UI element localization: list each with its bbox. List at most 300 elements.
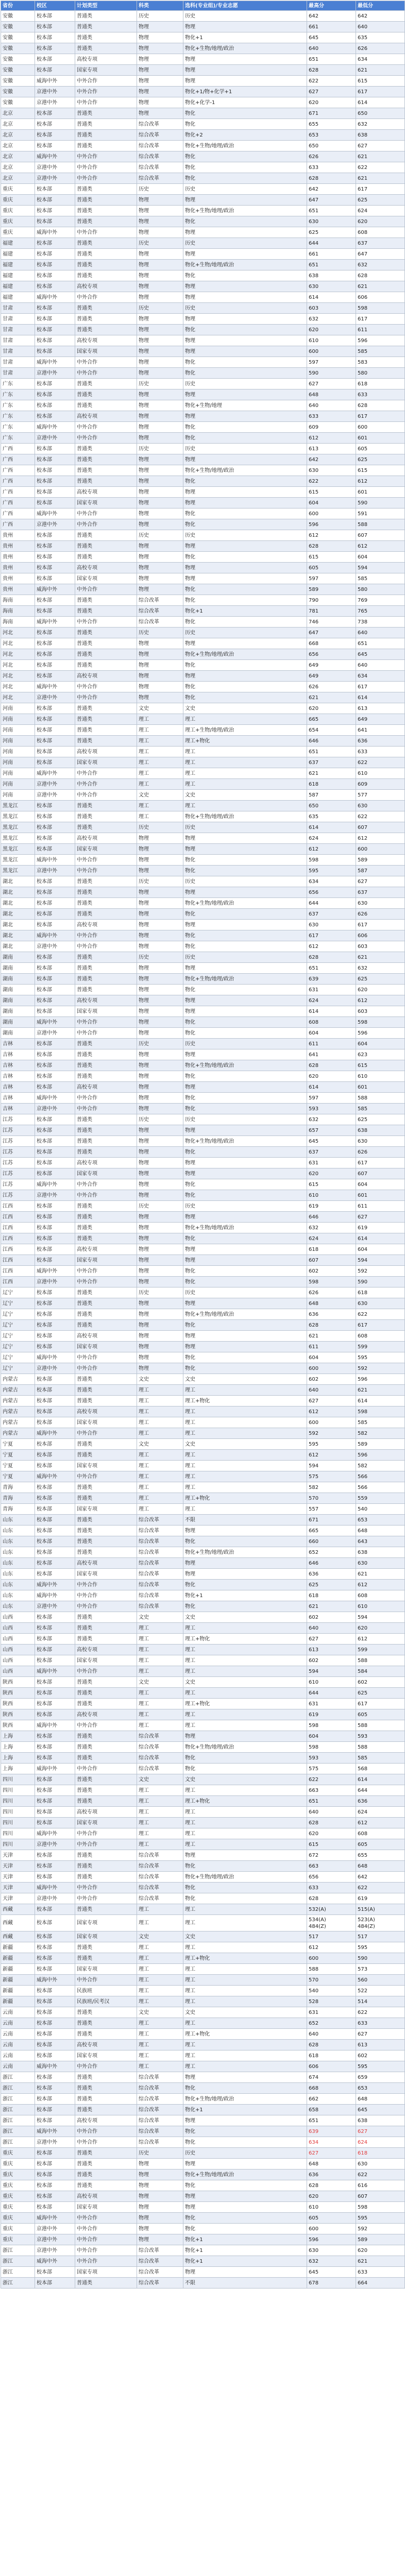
cell-min-score: 633 <box>356 389 405 400</box>
cell-max-score: 651 <box>307 747 356 757</box>
cell-province: 安徽 <box>1 22 35 32</box>
table-row <box>1 833 405 844</box>
cell-max-score: 631 <box>307 1699 356 1709</box>
cell-min-score: 636 <box>356 1796 405 1807</box>
table-row <box>1 130 405 141</box>
cell-province: 宁夏 <box>1 1471 35 1482</box>
header-min-score: 最低分 <box>356 1 405 11</box>
cell-min-score: 603 <box>356 941 405 952</box>
cell-province: 重庆 <box>1 206 35 216</box>
table-body <box>1 11 405 2289</box>
cell-plan-type: 普通类 <box>75 389 137 400</box>
cell-subject: 物理 <box>137 206 183 216</box>
cell-plan-type: 中外合作 <box>75 1428 137 1439</box>
cell-province: 山西 <box>1 1666 35 1677</box>
cell-plan-type: 普通类 <box>75 1688 137 1699</box>
cell-selection: 物理 <box>183 2072 307 2083</box>
cell-province: 江苏 <box>1 1179 35 1190</box>
cell-max-score: 678 <box>307 2278 356 2289</box>
cell-plan-type: 普通类 <box>75 325 137 335</box>
cell-plan-type: 普通类 <box>75 141 137 151</box>
cell-subject: 物理 <box>137 87 183 97</box>
cell-province: 陕西 <box>1 1720 35 1731</box>
cell-plan-type: 中外合作 <box>75 433 137 444</box>
cell-province: 福建 <box>1 260 35 270</box>
cell-subject: 理工 <box>137 1720 183 1731</box>
cell-campus: 校本部 <box>35 1417 75 1428</box>
cell-subject: 物理 <box>137 1028 183 1039</box>
cell-min-score: 617 <box>356 184 405 195</box>
cell-selection: 理工 <box>183 1504 307 1515</box>
cell-selection: 历史 <box>183 1114 307 1125</box>
cell-province: 河南 <box>1 714 35 725</box>
cell-selection: 物化 <box>183 476 307 487</box>
cell-selection: 物理 <box>183 335 307 346</box>
table-row <box>1 1114 405 1125</box>
table-row <box>1 1996 405 2007</box>
cell-min-score: 595 <box>356 2213 405 2224</box>
cell-campus: 校本部 <box>35 887 75 898</box>
cell-campus: 京港中外 <box>35 1601 75 1612</box>
cell-selection: 物化 <box>183 1071 307 1082</box>
cell-plan-type: 中外合作 <box>75 368 137 379</box>
cell-max-score: 651 <box>307 54 356 65</box>
cell-campus: 校本部 <box>35 1450 75 1461</box>
cell-plan-type: 普通类 <box>75 1953 137 1964</box>
cell-province: 内蒙古 <box>1 1396 35 1406</box>
table-row <box>1 54 405 65</box>
cell-selection: 物理 <box>183 541 307 552</box>
cell-province: 湖南 <box>1 995 35 1006</box>
cell-plan-type: 普通类 <box>75 2007 137 2018</box>
cell-province: 广西 <box>1 465 35 476</box>
cell-max-score: 636 <box>307 1309 356 1320</box>
cell-province: 湖北 <box>1 898 35 909</box>
cell-province: 内蒙古 <box>1 1428 35 1439</box>
cell-selection: 物理 <box>183 1331 307 1342</box>
cell-plan-type: 普通类 <box>75 22 137 32</box>
cell-subject: 物理 <box>137 519 183 530</box>
cell-max-score: 575 <box>307 1471 356 1482</box>
cell-max-score: 630 <box>307 2245 356 2256</box>
cell-min-score: 592 <box>356 1363 405 1374</box>
cell-campus: 校本部 <box>35 43 75 54</box>
cell-subject: 综合改革 <box>137 595 183 606</box>
table-row <box>1 1385 405 1396</box>
cell-max-score: 633 <box>307 162 356 173</box>
cell-subject: 物理 <box>137 1168 183 1179</box>
table-row <box>1 2245 405 2256</box>
cell-campus: 威海中外 <box>35 1975 75 1986</box>
cell-plan-type: 普通类 <box>75 963 137 974</box>
cell-plan-type: 普通类 <box>75 303 137 314</box>
cell-campus: 校本部 <box>35 400 75 411</box>
cell-province: 福建 <box>1 270 35 281</box>
cell-selection: 物理 <box>183 1168 307 1179</box>
cell-plan-type: 中外合作 <box>75 855 137 866</box>
cell-plan-type: 普通类 <box>75 1526 137 1536</box>
table-row <box>1 1428 405 1439</box>
cell-plan-type: 普通类 <box>75 660 137 671</box>
table-row <box>1 909 405 920</box>
cell-plan-type: 普通类 <box>75 1623 137 1634</box>
cell-plan-type: 中外合作 <box>75 422 137 433</box>
cell-min-score: 577 <box>356 790 405 801</box>
cell-selection: 历史 <box>183 238 307 249</box>
cell-max-score: 610 <box>307 1190 356 1201</box>
cell-min-score: 769 <box>356 595 405 606</box>
cell-province: 湖南 <box>1 1017 35 1028</box>
cell-max-score: 582 <box>307 1482 356 1493</box>
cell-max-score: 610 <box>307 1677 356 1688</box>
cell-max-score: 615 <box>307 487 356 498</box>
cell-plan-type: 中外合作 <box>75 584 137 595</box>
cell-plan-type: 普通类 <box>75 801 137 811</box>
cell-campus: 京港中外 <box>35 97 75 108</box>
cell-province: 浙江 <box>1 2126 35 2137</box>
cell-plan-type: 普通类 <box>75 206 137 216</box>
cell-plan-type: 中外合作 <box>75 227 137 238</box>
cell-province: 云南 <box>1 2061 35 2072</box>
cell-plan-type: 中外合作 <box>75 509 137 519</box>
cell-selection: 理工 <box>183 1406 307 1417</box>
cell-selection: 物化 <box>183 2083 307 2094</box>
cell-selection: 理工 <box>183 1828 307 1839</box>
cell-min-score: 765 <box>356 606 405 617</box>
table-row <box>1 1623 405 1634</box>
cell-max-score: 660 <box>307 1536 356 1547</box>
cell-selection: 物化+生物/地理/政治 <box>183 974 307 985</box>
cell-max-score: 604 <box>307 1028 356 1039</box>
cell-max-score: 621 <box>307 1331 356 1342</box>
cell-subject: 理工 <box>137 2018 183 2029</box>
cell-subject: 物理 <box>137 660 183 671</box>
cell-province: 甘肃 <box>1 314 35 325</box>
cell-max-score: 665 <box>307 1526 356 1536</box>
cell-campus: 校本部 <box>35 1233 75 1244</box>
cell-province: 贵州 <box>1 563 35 573</box>
cell-selection: 物理 <box>183 833 307 844</box>
table-row <box>1 1493 405 1504</box>
cell-selection: 物化 <box>183 866 307 876</box>
table-row <box>1 1201 405 1212</box>
cell-plan-type: 高校专项 <box>75 487 137 498</box>
cell-min-score: 616 <box>356 2180 405 2191</box>
cell-max-score: 622 <box>307 476 356 487</box>
cell-province: 浙江 <box>1 2267 35 2278</box>
cell-campus: 威海中外 <box>35 292 75 303</box>
cell-max-score: 620 <box>307 97 356 108</box>
cell-campus: 校本部 <box>35 444 75 454</box>
cell-max-score: 627 <box>307 2148 356 2159</box>
cell-subject: 物理 <box>137 1255 183 1266</box>
cell-selection: 物理 <box>183 1342 307 1352</box>
cell-province: 北京 <box>1 173 35 184</box>
table-row <box>1 1942 405 1953</box>
cell-subject: 物理 <box>137 2159 183 2170</box>
cell-min-score: 627 <box>356 2029 405 2040</box>
cell-min-score: 568 <box>356 1764 405 1774</box>
cell-plan-type: 普通类 <box>75 454 137 465</box>
cell-province: 江苏 <box>1 1114 35 1125</box>
cell-plan-type: 中外合作 <box>75 1839 137 1850</box>
cell-min-score: 650 <box>356 108 405 119</box>
cell-selection: 物化+1 <box>183 2105 307 2115</box>
cell-plan-type: 普通类 <box>75 1677 137 1688</box>
cell-campus: 校本部 <box>35 1964 75 1975</box>
table-row <box>1 703 405 714</box>
cell-campus: 校本部 <box>35 1942 75 1953</box>
cell-max-score: 654 <box>307 725 356 736</box>
cell-max-score: 781 <box>307 606 356 617</box>
cell-max-score: 600 <box>307 509 356 519</box>
cell-province: 重庆 <box>1 2202 35 2213</box>
cell-max-score: 663 <box>307 1861 356 1872</box>
cell-plan-type: 国家专项 <box>75 65 137 76</box>
cell-selection: 物化+生物/地理/政治 <box>183 898 307 909</box>
cell-subject: 历史 <box>137 822 183 833</box>
cell-subject: 物理 <box>137 2191 183 2202</box>
cell-subject: 历史 <box>137 1039 183 1049</box>
cell-campus: 校本部 <box>35 952 75 963</box>
table-row <box>1 1363 405 1374</box>
cell-campus: 威海中外 <box>35 422 75 433</box>
cell-plan-type: 中外合作 <box>75 1764 137 1774</box>
cell-campus: 校本部 <box>35 1655 75 1666</box>
cell-max-score: 672 <box>307 1850 356 1861</box>
cell-max-score: 618 <box>307 1590 356 1601</box>
table-row <box>1 2083 405 2094</box>
cell-selection: 物化+1 <box>183 606 307 617</box>
table-row <box>1 1082 405 1093</box>
cell-selection: 物理 <box>183 920 307 930</box>
cell-plan-type: 中外合作 <box>75 519 137 530</box>
cell-province: 山西 <box>1 1655 35 1666</box>
cell-subject: 文史 <box>137 790 183 801</box>
cell-province: 四川 <box>1 1818 35 1828</box>
cell-campus: 威海中外 <box>35 1828 75 1839</box>
cell-province: 湖北 <box>1 876 35 887</box>
cell-campus: 威海中外 <box>35 1883 75 1893</box>
cell-subject: 物理 <box>137 1363 183 1374</box>
cell-province: 湖北 <box>1 941 35 952</box>
cell-max-score: 663 <box>307 1785 356 1796</box>
cell-max-score: 622 <box>307 1774 356 1785</box>
cell-subject: 物理 <box>137 335 183 346</box>
cell-campus: 校本部 <box>35 346 75 357</box>
cell-plan-type: 国家专项 <box>75 1168 137 1179</box>
cell-selection: 不限 <box>183 1515 307 1526</box>
cell-max-score: 598 <box>307 855 356 866</box>
cell-min-score: 607 <box>356 530 405 541</box>
cell-min-score: 559 <box>356 1493 405 1504</box>
cell-plan-type: 普通类 <box>75 1212 137 1223</box>
cell-max-score: 615 <box>307 1179 356 1190</box>
cell-selection: 历史 <box>183 628 307 638</box>
table-row <box>1 1904 405 1915</box>
header-selection: 选科(专业组)/专业志愿 <box>183 1 307 11</box>
cell-campus: 校本部 <box>35 1374 75 1385</box>
cell-province: 贵州 <box>1 552 35 563</box>
cell-subject: 文史 <box>137 1677 183 1688</box>
cell-selection: 历史 <box>183 1287 307 1298</box>
cell-campus: 校本部 <box>35 1255 75 1266</box>
cell-province: 西藏 <box>1 1915 35 1931</box>
cell-min-score: 628 <box>356 400 405 411</box>
cell-plan-type: 普通类 <box>75 974 137 985</box>
cell-campus: 校本部 <box>35 1082 75 1093</box>
cell-min-score: 580 <box>356 368 405 379</box>
cell-campus: 威海中外 <box>35 1428 75 1439</box>
cell-plan-type: 普通类 <box>75 2094 137 2105</box>
cell-min-score: 617 <box>356 1158 405 1168</box>
cell-min-score: 640 <box>356 22 405 32</box>
cell-province: 重庆 <box>1 2180 35 2191</box>
cell-max-score: 649 <box>307 671 356 682</box>
cell-campus: 校本部 <box>35 671 75 682</box>
cell-province: 吉林 <box>1 1093 35 1104</box>
cell-max-score: 626 <box>307 1287 356 1298</box>
cell-selection: 历史 <box>183 379 307 389</box>
table-row <box>1 498 405 509</box>
cell-province: 四川 <box>1 1785 35 1796</box>
cell-campus: 校本部 <box>35 2072 75 2083</box>
cell-province: 西藏 <box>1 1931 35 1942</box>
cell-province: 河北 <box>1 692 35 703</box>
cell-min-score: 622 <box>356 757 405 768</box>
cell-subject: 物理 <box>137 76 183 87</box>
cell-selection: 物化 <box>183 1352 307 1363</box>
cell-plan-type: 中外合作 <box>75 2137 137 2148</box>
cell-selection: 物化 <box>183 2224 307 2234</box>
table-row <box>1 638 405 649</box>
cell-subject: 物理 <box>137 1179 183 1190</box>
cell-selection: 物理 <box>183 411 307 422</box>
cell-selection: 物化+1 <box>183 2256 307 2267</box>
cell-province: 浙江 <box>1 2094 35 2105</box>
cell-min-score: 585 <box>356 1417 405 1428</box>
cell-min-score: 636 <box>356 736 405 747</box>
table-row <box>1 2126 405 2137</box>
cell-subject: 物理 <box>137 1212 183 1223</box>
cell-plan-type: 普通类 <box>75 270 137 281</box>
cell-province: 江西 <box>1 1266 35 1277</box>
cell-province: 重庆 <box>1 2234 35 2245</box>
table-row <box>1 1634 405 1645</box>
table-row <box>1 22 405 32</box>
cell-campus: 校本部 <box>35 1060 75 1071</box>
cell-max-score: 651 <box>307 206 356 216</box>
cell-selection: 理工 <box>183 1986 307 1996</box>
cell-campus: 校本部 <box>35 1331 75 1342</box>
cell-province: 新疆 <box>1 1986 35 1996</box>
cell-max-score: 620 <box>307 1168 356 1179</box>
cell-province: 黑龙江 <box>1 844 35 855</box>
cell-selection: 物理 <box>183 1255 307 1266</box>
cell-subject: 理工 <box>137 1623 183 1634</box>
cell-campus: 校本部 <box>35 909 75 920</box>
cell-selection: 理工 <box>183 768 307 779</box>
cell-min-score: 599 <box>356 1342 405 1352</box>
cell-max-score: 637 <box>307 757 356 768</box>
cell-province: 吉林 <box>1 1104 35 1114</box>
cell-max-score: 645 <box>307 2267 356 2278</box>
cell-plan-type: 普通类 <box>75 1385 137 1396</box>
cell-subject: 文史 <box>137 703 183 714</box>
cell-min-score: 642 <box>356 1872 405 1883</box>
cell-campus: 校本部 <box>35 2267 75 2278</box>
cell-selection: 物化 <box>183 1753 307 1764</box>
cell-selection: 物化 <box>183 1093 307 1104</box>
cell-min-score: 623 <box>356 1049 405 1060</box>
cell-selection: 物化 <box>183 1277 307 1287</box>
table-row <box>1 346 405 357</box>
table-row <box>1 1374 405 1385</box>
cell-province: 贵州 <box>1 530 35 541</box>
cell-plan-type: 国家专项 <box>75 1915 137 1931</box>
cell-max-score: 633 <box>307 1883 356 1893</box>
cell-plan-type: 普通类 <box>75 108 137 119</box>
cell-min-score: 612 <box>356 833 405 844</box>
cell-subject: 综合改革 <box>137 1515 183 1526</box>
cell-max-score: 662 <box>307 2094 356 2105</box>
cell-min-score: 620 <box>356 2245 405 2256</box>
cell-subject: 物理 <box>137 1125 183 1136</box>
cell-campus: 校本部 <box>35 2115 75 2126</box>
cell-selection: 物化 <box>183 2137 307 2148</box>
cell-selection: 理工+物化 <box>183 1699 307 1709</box>
cell-province: 天津 <box>1 1850 35 1861</box>
cell-campus: 威海中外 <box>35 1266 75 1277</box>
table-row <box>1 1233 405 1244</box>
cell-selection: 物化+生物/地理/政治 <box>183 1742 307 1753</box>
cell-selection: 理工 <box>183 1915 307 1931</box>
table-row <box>1 454 405 465</box>
table-row <box>1 628 405 638</box>
cell-max-score: 632 <box>307 2256 356 2267</box>
table-row <box>1 1158 405 1168</box>
cell-min-score: 630 <box>356 801 405 811</box>
cell-subject: 理工 <box>137 1709 183 1720</box>
cell-plan-type: 普通类 <box>75 649 137 660</box>
table-row <box>1 195 405 206</box>
cell-campus: 校本部 <box>35 1049 75 1060</box>
table-row <box>1 151 405 162</box>
cell-plan-type: 中外合作 <box>75 2256 137 2267</box>
cell-province: 安徽 <box>1 43 35 54</box>
table-row <box>1 238 405 249</box>
cell-min-score: 653 <box>356 2083 405 2094</box>
cell-campus: 威海中外 <box>35 1093 75 1104</box>
cell-plan-type: 普通类 <box>75 1287 137 1298</box>
cell-subject: 物理 <box>137 2234 183 2245</box>
cell-plan-type: 普通类 <box>75 43 137 54</box>
table-row <box>1 379 405 389</box>
cell-plan-type: 普通类 <box>75 249 137 260</box>
cell-max-score: 648 <box>307 2159 356 2170</box>
cell-max-score: 628 <box>307 65 356 76</box>
cell-province: 浙江 <box>1 2137 35 2148</box>
cell-plan-type: 高校专项 <box>75 671 137 682</box>
table-row <box>1 1915 405 1931</box>
cell-max-score: 635 <box>307 811 356 822</box>
cell-min-score: 594 <box>356 1255 405 1266</box>
cell-province: 辽宁 <box>1 1352 35 1363</box>
cell-province: 江苏 <box>1 1168 35 1179</box>
cell-plan-type: 中外合作 <box>75 1828 137 1839</box>
cell-subject: 理工 <box>137 1904 183 1915</box>
cell-plan-type: 普通类 <box>75 725 137 736</box>
